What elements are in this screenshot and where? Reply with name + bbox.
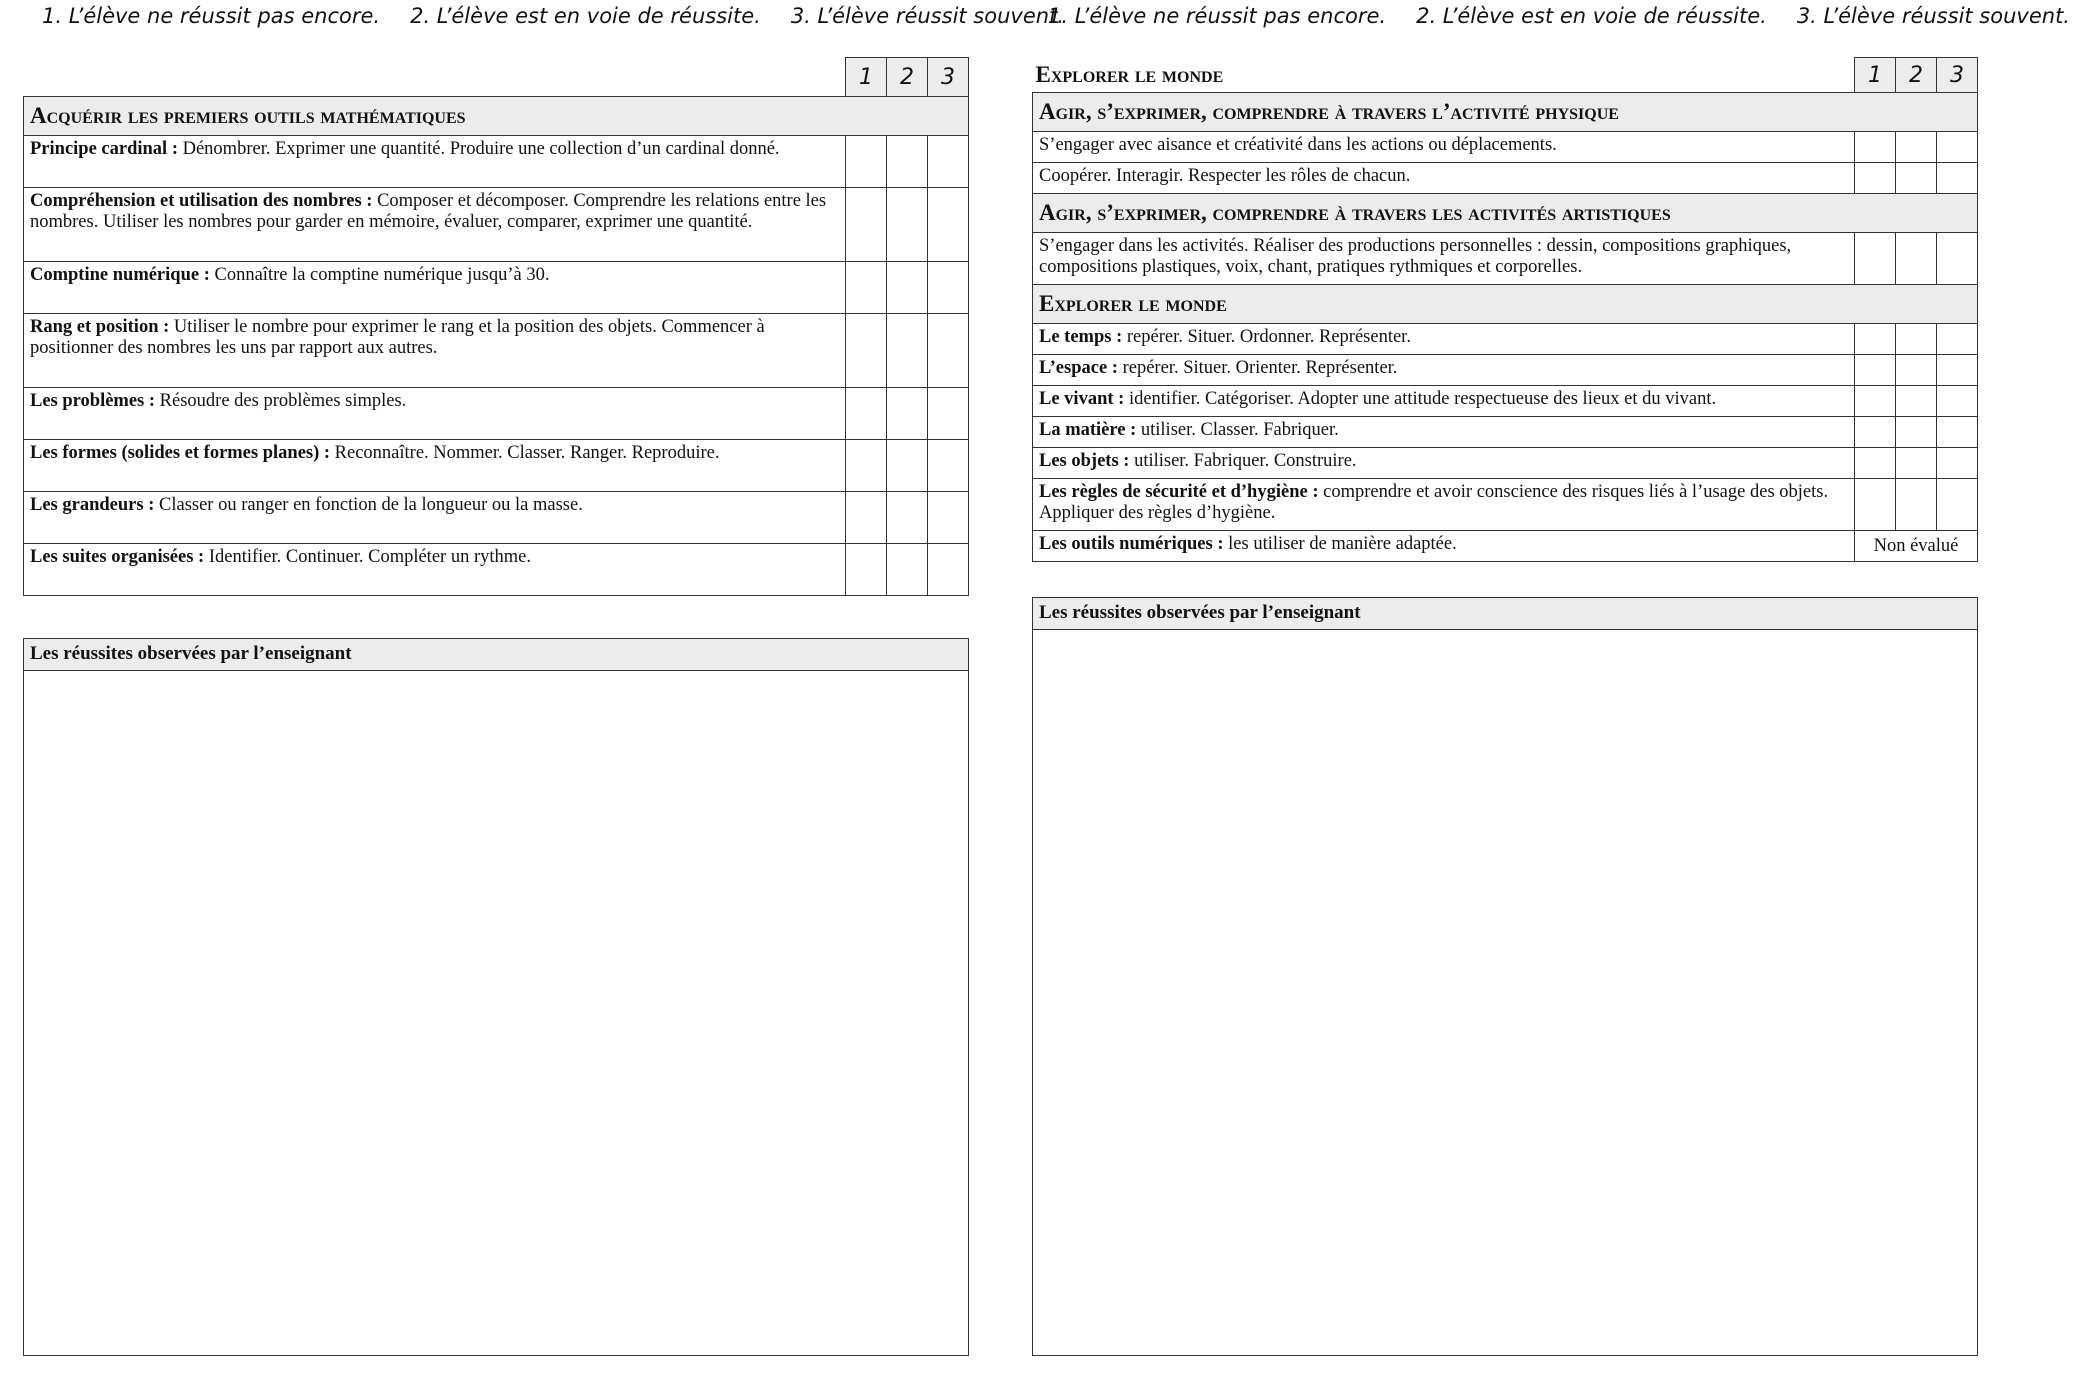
table-row: [1033, 531, 1978, 562]
score-checkbox-3[interactable]: [1937, 448, 1978, 479]
score-checkbox-3[interactable]: [928, 136, 969, 188]
row-text: Composer et décomposer. Comprendre les relations entre les nombres. Utiliser les nombres pour garder en mémoire, évaluer, comparer, exprimer une quantité.: [30, 191, 827, 232]
row-description: [24, 544, 846, 596]
score-checkbox-1[interactable]: [1855, 386, 1896, 417]
score-checkbox-2[interactable]: [887, 440, 928, 492]
row-label: Les grandeurs :: [30, 495, 155, 515]
legend-item-1: 1. L’élève ne réussit pas encore.: [42, 4, 381, 28]
row-label: Les objets :: [1039, 451, 1130, 471]
section-header: [1033, 194, 1978, 233]
row-description: [24, 492, 846, 544]
teacher-observations-area[interactable]: [1033, 630, 1977, 1387]
teacher-observations-box-left: [23, 638, 969, 1356]
explore-world-panel: [1032, 57, 1978, 562]
legend-item-3: 3. L’élève réussit souvent.: [790, 4, 1064, 28]
table-row: [24, 388, 969, 440]
table-row: [1033, 132, 1978, 163]
not-evaluated-cell: Non évalué: [1855, 531, 1978, 562]
row-label: Compréhension et utilisation des nombres :: [30, 191, 373, 211]
score-checkbox-1[interactable]: [846, 544, 887, 596]
score-checkbox-3[interactable]: [928, 544, 969, 596]
row-label: Les règles de sécurité et d’hygiène :: [1039, 482, 1319, 502]
row-label: Le temps :: [1039, 327, 1123, 347]
math-evaluation-table: [23, 57, 969, 596]
row-description: [24, 440, 846, 492]
row-description: [24, 262, 846, 314]
score-checkbox-3[interactable]: [1937, 355, 1978, 386]
score-checkbox-2[interactable]: [1896, 448, 1937, 479]
score-checkbox-1[interactable]: [846, 136, 887, 188]
section-title-math: Acquérir les premiers outils mathématiques: [24, 97, 969, 136]
legend-left: [42, 2, 1094, 30]
table-row: [1033, 324, 1978, 355]
score-header-2: 2: [887, 58, 928, 97]
score-checkbox-1[interactable]: [846, 262, 887, 314]
score-checkbox-1[interactable]: [1855, 132, 1896, 163]
row-text: utiliser. Fabriquer. Construire.: [1134, 451, 1357, 471]
row-text: Coopérer. Interagir. Respecter les rôles de chacun.: [1039, 166, 1411, 186]
row-text: Identifier. Continuer. Compléter un rythme.: [208, 547, 531, 567]
row-label: Les formes (solides et formes planes) :: [30, 443, 331, 463]
table-row: [1033, 417, 1978, 448]
row-label: L’espace :: [1039, 358, 1118, 378]
score-checkbox-1[interactable]: [1855, 479, 1896, 531]
table-row: [1033, 386, 1978, 417]
table-row: [1033, 479, 1978, 531]
section-title: Agir, s’exprimer, comprendre à travers les activités artistiques: [1033, 194, 1978, 233]
legend-item-2: 2. L’élève est en voie de réussite.: [1416, 4, 1767, 28]
teacher-observations-title: Les réussites observées par l’enseignant: [24, 639, 968, 671]
score-checkbox-3[interactable]: [1937, 386, 1978, 417]
score-checkbox-1[interactable]: [1855, 355, 1896, 386]
score-checkbox-2[interactable]: [1896, 355, 1937, 386]
score-checkbox-2[interactable]: [1896, 324, 1937, 355]
score-header-3: 3: [928, 58, 969, 97]
score-checkbox-1[interactable]: [1855, 417, 1896, 448]
table-row: [24, 314, 969, 388]
score-checkbox-3[interactable]: [928, 388, 969, 440]
score-checkbox-3[interactable]: [1937, 233, 1978, 285]
score-checkbox-2[interactable]: [1896, 163, 1937, 194]
table-row: [24, 262, 969, 314]
score-checkbox-1[interactable]: [846, 314, 887, 388]
row-description: [1033, 132, 1855, 163]
score-checkbox-2[interactable]: [1896, 233, 1937, 285]
row-label: Le vivant :: [1039, 389, 1125, 409]
row-text: Reconnaître. Nommer. Classer. Ranger. Reproduire.: [334, 443, 720, 463]
row-label: Rang et position :: [30, 317, 170, 337]
row-label: Comptine numérique :: [30, 265, 210, 285]
score-checkbox-3[interactable]: [1937, 132, 1978, 163]
row-label: Principe cardinal :: [30, 139, 178, 159]
score-checkbox-1[interactable]: [1855, 233, 1896, 285]
legend-item-2: 2. L’élève est en voie de réussite.: [410, 4, 761, 28]
explore-rows: [1033, 93, 1978, 562]
row-description: [24, 188, 846, 262]
row-description: [24, 388, 846, 440]
score-checkbox-2[interactable]: [887, 492, 928, 544]
row-description: [24, 314, 846, 388]
teacher-observations-title: Les réussites observées par l’enseignant: [1033, 598, 1977, 630]
table-row: [1033, 355, 1978, 386]
score-header-3: 3: [1937, 58, 1978, 93]
section-title: Agir, s’exprimer, comprendre à travers l’activité physique: [1033, 93, 1978, 132]
teacher-observations-area[interactable]: [24, 671, 968, 1387]
score-checkbox-1[interactable]: [846, 188, 887, 262]
row-text: S’engager avec aisance et créativité dans les actions ou déplacements.: [1039, 135, 1557, 155]
score-checkbox-3[interactable]: [928, 440, 969, 492]
score-checkbox-2[interactable]: [1896, 386, 1937, 417]
row-description: [1033, 355, 1855, 386]
score-checkbox-2[interactable]: [1896, 132, 1937, 163]
score-checkbox-2[interactable]: [887, 314, 928, 388]
row-description: [1033, 448, 1855, 479]
score-checkbox-3[interactable]: [1937, 417, 1978, 448]
math-rows: [24, 136, 969, 596]
score-checkbox-3[interactable]: [1937, 324, 1978, 355]
score-checkbox-3[interactable]: [1937, 163, 1978, 194]
section-header: [1033, 93, 1978, 132]
row-description: [1033, 233, 1855, 285]
legend-item-1: 1. L’élève ne réussit pas encore.: [1048, 4, 1387, 28]
score-checkbox-3[interactable]: [928, 314, 969, 388]
row-description: [24, 136, 846, 188]
row-text: Résoudre des problèmes simples.: [159, 391, 407, 411]
score-header-1: 1: [1855, 58, 1896, 93]
score-checkbox-3[interactable]: [928, 262, 969, 314]
row-text: repérer. Situer. Orienter. Représenter.: [1122, 358, 1398, 378]
table-row: [24, 440, 969, 492]
score-checkbox-2[interactable]: [887, 188, 928, 262]
section-title: Explorer le monde: [1033, 285, 1978, 324]
row-description: [1033, 163, 1855, 194]
row-text: les utiliser de manière adaptée.: [1228, 534, 1457, 554]
math-evaluation-panel: [23, 57, 969, 596]
score-checkbox-1[interactable]: [1855, 324, 1896, 355]
row-text: Connaître la comptine numérique jusqu’à 30.: [214, 265, 550, 285]
row-text: repérer. Situer. Ordonner. Représenter.: [1126, 327, 1411, 347]
table-row: [24, 136, 969, 188]
score-checkbox-3[interactable]: [1937, 479, 1978, 531]
table-row: [24, 188, 969, 262]
row-text: utiliser. Classer. Fabriquer.: [1140, 420, 1339, 440]
row-label: Les outils numériques :: [1039, 534, 1224, 554]
row-description: [1033, 417, 1855, 448]
table-row: [24, 544, 969, 596]
panel-title: Explorer le monde: [1035, 61, 1224, 87]
teacher-observations-box-right: [1032, 597, 1978, 1356]
score-checkbox-1[interactable]: [846, 492, 887, 544]
row-text: Classer ou ranger en fonction de la longueur ou la masse.: [159, 495, 583, 515]
score-checkbox-3[interactable]: [928, 492, 969, 544]
table-row: [1033, 448, 1978, 479]
row-label: Les problèmes :: [30, 391, 156, 411]
score-checkbox-2[interactable]: [1896, 479, 1937, 531]
table-row: [1033, 163, 1978, 194]
table-row: [24, 492, 969, 544]
score-checkbox-2[interactable]: [1896, 417, 1937, 448]
score-checkbox-1[interactable]: [1855, 448, 1896, 479]
row-text: comprendre et avoir conscience des risques liés à l’usage des objets. Appliquer des règles d’hygiène.: [1039, 482, 1829, 523]
row-description: [1033, 531, 1855, 562]
legend-right: [1048, 2, 2100, 30]
score-checkbox-2[interactable]: [887, 388, 928, 440]
row-label: Les suites organisées :: [30, 547, 205, 567]
score-header-1: 1: [846, 58, 887, 97]
row-description: [1033, 324, 1855, 355]
row-text: S’engager dans les activités. Réaliser des productions personnelles : dessin, compositions graphiques, compositions plastiques, voix, chant, pratiques rythmiques et corporelles.: [1039, 236, 1792, 277]
score-checkbox-3[interactable]: [928, 188, 969, 262]
score-header-2: 2: [1896, 58, 1937, 93]
row-text: Dénombrer. Exprimer une quantité. Produire une collection d’un cardinal donné.: [182, 139, 780, 159]
score-checkbox-1[interactable]: [846, 388, 887, 440]
row-label: La matière :: [1039, 420, 1137, 440]
score-checkbox-2[interactable]: [887, 544, 928, 596]
legend-item-3: 3. L’élève réussit souvent.: [1796, 4, 2070, 28]
row-text: identifier. Catégoriser. Adopter une attitude respectueuse des lieux et du vivant.: [1128, 389, 1717, 409]
row-description: [1033, 386, 1855, 417]
explore-world-table: [1032, 57, 1978, 562]
table-row: [1033, 233, 1978, 285]
score-checkbox-1[interactable]: [1855, 163, 1896, 194]
score-checkbox-2[interactable]: [887, 136, 928, 188]
score-checkbox-1[interactable]: [846, 440, 887, 492]
score-checkbox-2[interactable]: [887, 262, 928, 314]
section-header: [1033, 285, 1978, 324]
row-description: [1033, 479, 1855, 531]
row-text: Utiliser le nombre pour exprimer le rang et la position des objets. Commencer à positionner des nombres les uns par rapport aux autres.: [30, 317, 765, 358]
